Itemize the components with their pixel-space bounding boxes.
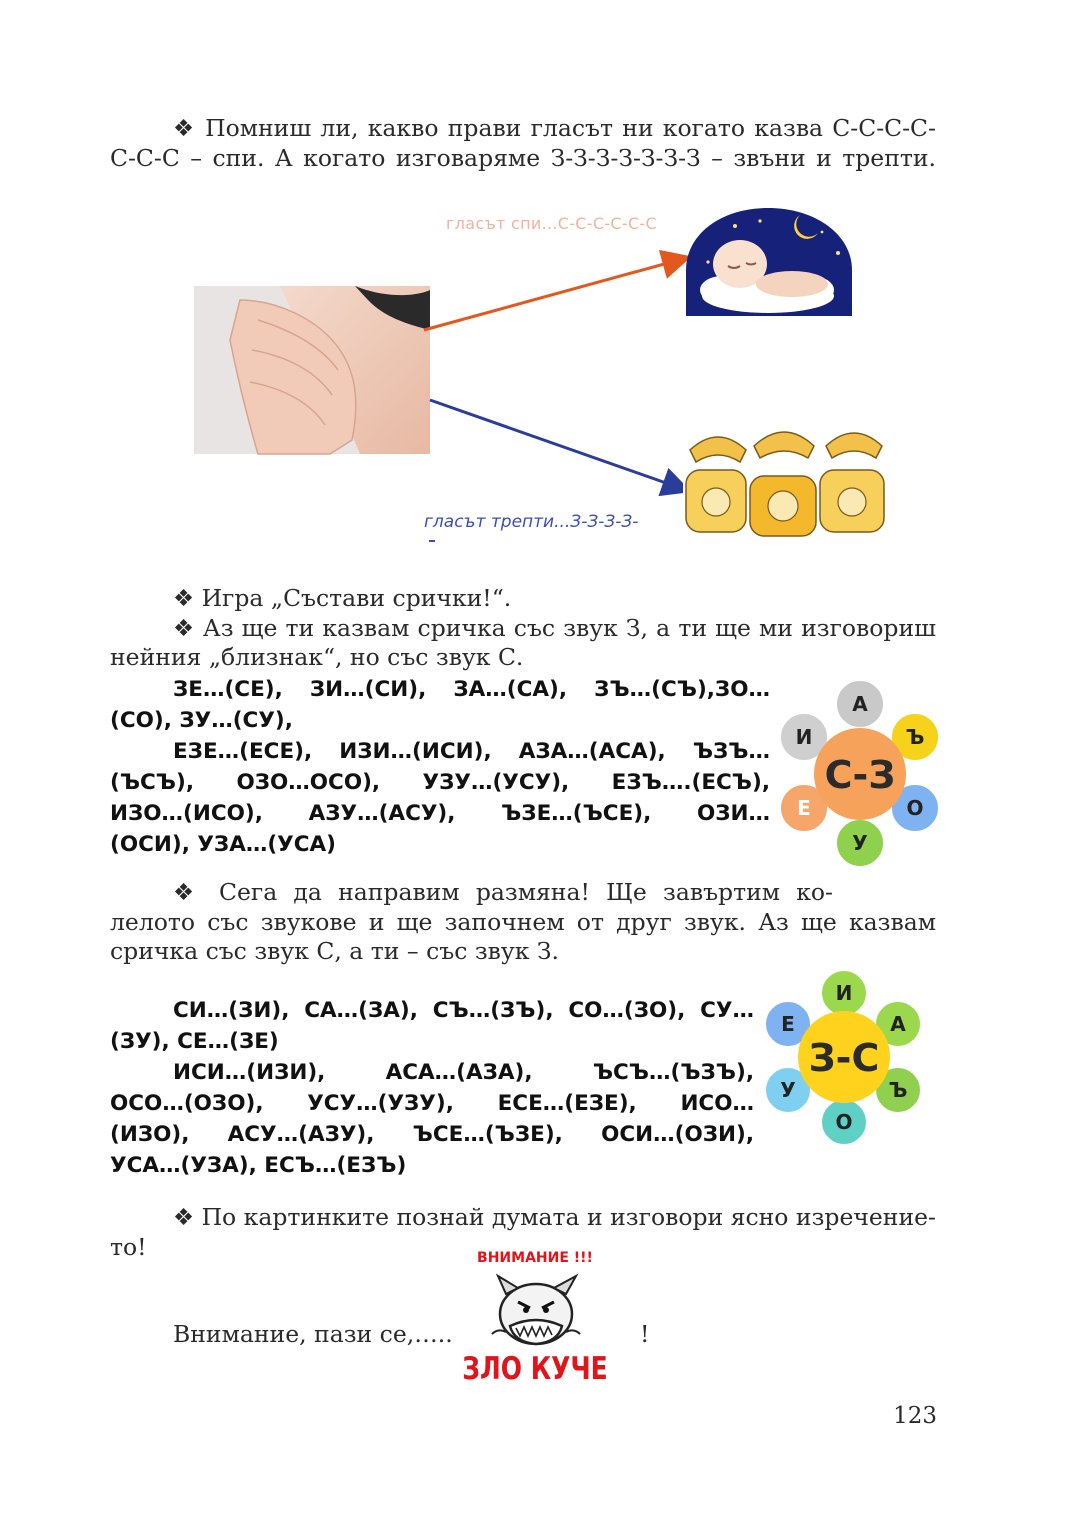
wheel-petal-label: О [835, 1110, 853, 1134]
wheel-center-label: З-С [808, 1036, 880, 1080]
swap-line-1: ❖ Сега да направим размяна! Ще завъртим ко- [173, 878, 833, 906]
sign-top-text: ВНИМАНИЕ !!! [477, 1250, 593, 1266]
syllable-line: ИЗО…(ИСО), АЗУ…(АСУ), ЪЗЕ…(ЪСЕ), ОЗИ… [110, 801, 770, 826]
guess-sentence: Внимание, пази се,….. [173, 1320, 453, 1348]
game-paragraph [110, 584, 936, 673]
angry-dog-icon [484, 1270, 588, 1352]
syllable-line: ЕЗЕ…(ЕСЕ), ИЗИ…(ИСИ), АЗА…(АСА), ЪЗЪ… [173, 739, 770, 764]
wheel-petal-label: И [795, 725, 813, 749]
guess-exclaim: ! [640, 1320, 650, 1348]
game-title: ❖ Игра „Състави срички!“. [173, 584, 512, 612]
wheel-petal-label: И [835, 981, 853, 1005]
intro-line-1: ❖ Помниш ли, какво прави гласът ни когато казва С-С-С-С- [173, 114, 936, 142]
caption-voice-vibrates: гласът трепти...З-З-З-З- [424, 512, 639, 532]
wheel-petal-label: Е [781, 1012, 795, 1036]
wheel-petal-label: Ъ [905, 725, 925, 749]
wheel-petal-label: Е [797, 796, 811, 820]
wheel-center-label: С-З [824, 753, 896, 797]
game-instruction-1: ❖ Аз ще ти казвам сричка със звук З, а ти ще ми изговориш [173, 613, 936, 642]
wheel-petal-label: У [780, 1078, 796, 1102]
wheel-petal-label: А [890, 1012, 906, 1036]
wheel-petal-label: О [906, 796, 924, 820]
intro-line-2: С-С-С – спи. А когато изговаряме З-З-З-З-З-З-З – звъни и трепти. [110, 143, 936, 172]
syllable-line: ОСО…(ОЗО), УСУ…(УЗУ), ЕСЕ…(ЕЗЕ), ИСО… [110, 1091, 754, 1116]
syllable-line: ИСИ…(ИЗИ), АСА…(АЗА), ЪСЪ…(ЪЗЪ), [173, 1060, 754, 1085]
syllable-line: УСА…(УЗА), ЕСЪ…(ЕЗЪ) [110, 1153, 407, 1178]
s-to-z-syllables [110, 995, 754, 1181]
arrow-to-phone [430, 400, 686, 490]
throat-illustration [0, 0, 1080, 600]
game-instruction-2: нейния „близнак“, но със звук С. [110, 643, 524, 671]
guess-line-1: ❖ По картинките познай думата и изговори ясно изречение- [173, 1203, 936, 1231]
syllable-line: (ЗУ), СЕ…(ЗЕ) [110, 1029, 279, 1054]
syllable-line: (ОСИ), УЗА…(УСА) [110, 832, 336, 857]
wheel-petal-label: А [852, 692, 868, 716]
sound-wheel-s-z [776, 676, 946, 871]
z-to-s-syllables [110, 674, 770, 860]
syllable-line: СИ…(ЗИ), СА…(ЗА), СЪ…(ЗЪ), СО…(ЗО), СУ… [173, 998, 754, 1023]
sign-bottom-text: ЗЛО КУЧЕ [462, 1350, 608, 1387]
caption-voice-sleeps: гласът спи...С-С-С-С-С-С [446, 214, 657, 233]
wheel-petal-label: Ъ [888, 1078, 908, 1102]
wheel-petal-label: У [852, 831, 868, 855]
sound-wheel-z-s [760, 966, 940, 1152]
syllable-line: (ИЗО), АСУ…(АЗУ), ЪСЕ…(ЪЗЕ), ОСИ…(ОЗИ), [110, 1122, 754, 1147]
swap-paragraph [110, 878, 936, 967]
syllable-line: (ЪСЪ), ОЗО…ОСО), УЗУ…(УСУ), ЕЗЪ….(ЕСЪ), [110, 770, 770, 795]
ringing-phone-image [683, 428, 886, 540]
caption-dash [429, 540, 435, 542]
syllable-line: (СО), ЗУ…(СУ), [110, 708, 293, 733]
swap-line-3: сричка със звук С, а ти – със звук З. [110, 937, 559, 965]
syllable-line: ЗЕ…(СЕ), ЗИ…(СИ), ЗА…(СА), ЗЪ…(СЪ),ЗО… [173, 677, 770, 702]
guess-line-2: то! [110, 1232, 147, 1261]
throat-photo [194, 286, 430, 454]
page-number: 123 [893, 1403, 937, 1429]
arrow-to-baby [424, 258, 686, 330]
angry-dog-sign [462, 1250, 608, 1386]
sleeping-baby-image [686, 208, 852, 316]
swap-line-2: лелото със звукове и ще започнем от друг звук. Аз ще казвам [110, 907, 936, 936]
